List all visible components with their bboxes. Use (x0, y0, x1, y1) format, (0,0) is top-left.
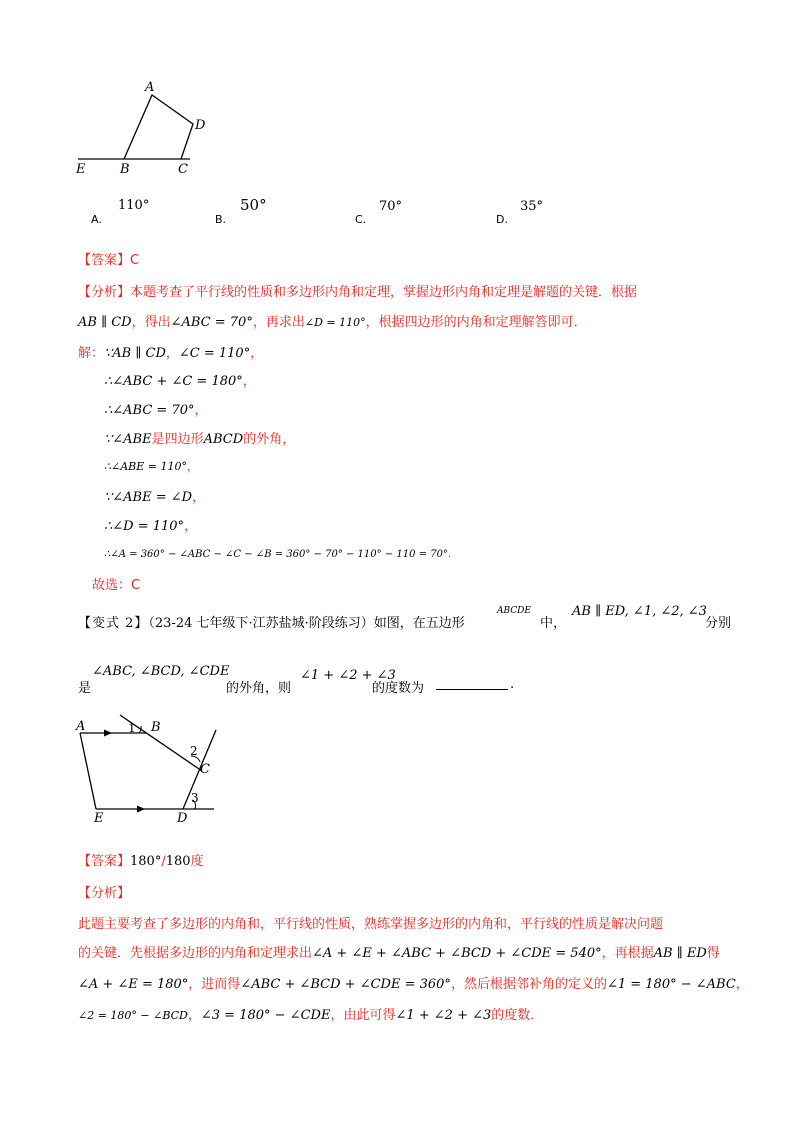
math: ∠C = 110° (178, 346, 251, 361)
solution-text: 的外角， (243, 432, 296, 447)
option-d-letter: D. (496, 213, 508, 226)
question-text: 的度数为 (372, 681, 425, 696)
option-c-letter: C. (355, 213, 367, 226)
punct: ． (447, 549, 458, 560)
math: ABCD (203, 432, 244, 447)
answer-slash: / (161, 854, 166, 869)
analysis-text: ，进而得 (188, 977, 241, 992)
answer-2 (78, 850, 204, 869)
math: ∠A + ∠E = 180° (78, 977, 189, 992)
vertex-label-a: A (76, 719, 86, 734)
punct: ， (165, 346, 179, 361)
question-text: 分别 (705, 616, 732, 631)
vertex-label-d: D (177, 811, 188, 826)
punct: ， (187, 1008, 201, 1023)
variant-source: （23-24 七年级下·江苏盐城·阶段练习） (148, 616, 374, 631)
math-ab-parallel-cd: AB ∥ CD (78, 315, 132, 330)
answer-math-2: 180 (165, 854, 191, 869)
analysis-text: ，然后根据邻补角的定义的 (450, 977, 607, 992)
angle-label-3: 3 (191, 791, 199, 805)
analysis-text: ，再求出 (252, 315, 305, 330)
math: ∠3 = 180° − ∠CDE (200, 1008, 331, 1023)
question-text: 中， (540, 616, 567, 631)
solution-lead: 解： (78, 346, 105, 361)
option-b-value: 50° (240, 196, 267, 214)
math: ∵∠ABE = ∠D (104, 490, 193, 505)
analysis-text: 本题考查了平行线的性质和多边形内角和定理，掌握边形内角和定理是解题的关键．根据 (130, 285, 638, 300)
option-a-letter: A. (91, 213, 102, 226)
question-text: 如图，在五边形 (373, 616, 465, 631)
punct: ， (250, 346, 264, 361)
math: ∵∠ABE (104, 432, 152, 447)
vertex-label-c: C (178, 162, 188, 177)
angle-label-2: 2 (190, 744, 198, 758)
analysis-2-line-1: 此题主要考查了多边形的内角和，平行线的性质，熟练掌握多边形的内角和，平行线的性质是解决问题 (78, 917, 664, 932)
punct: ， (184, 519, 198, 534)
math: AB ∥ ED (653, 946, 707, 961)
answer-value: C (130, 253, 140, 268)
math-pentagon-abcde: ABCDE (497, 606, 531, 616)
analysis-2-line-4 (78, 1004, 543, 1023)
answer-tag: 【答案】 (78, 253, 131, 268)
variant-tag: 【变式 2】 (78, 616, 149, 631)
analysis-2-line-2 (78, 942, 720, 961)
vertex-label-c: C (200, 762, 210, 777)
analysis-text: 得 (706, 946, 720, 961)
math: ∴∠D = 110° (104, 519, 185, 534)
analysis-text: ，根据四边形的内角和定理解答即可． (365, 315, 587, 330)
variant-2-line-2-prefix: 是 (78, 681, 92, 696)
analysis-tag: 【分析】 (78, 285, 131, 300)
vertex-label-b: B (120, 162, 130, 177)
math: ∠2 = 180° − ∠BCD (78, 1009, 188, 1022)
angle-label-1: 1 (128, 721, 136, 735)
math: ∠1 + ∠2 + ∠3 (395, 1008, 492, 1023)
analysis-text: 的度数． (491, 1008, 544, 1023)
math: ∴∠A = 360° − ∠ABC − ∠C − ∠B = 360° − 70° − 110° − 110 = 70° (104, 549, 448, 560)
analysis-text: ，得出 (131, 315, 171, 330)
math-angle-abc: ∠ABC = 70° (170, 315, 253, 330)
analysis-2-tag: 【分析】 (78, 886, 131, 901)
math: ∴∠ABE = 110° (104, 460, 187, 473)
math: ∵AB ∥ CD (104, 346, 166, 361)
vertex-label-a: A (145, 80, 155, 95)
answer-unit: 度 (190, 854, 204, 869)
analysis-text: ，由此可得 (330, 1008, 396, 1023)
math: ∠ABC + ∠BCD + ∠CDE = 360° (240, 977, 451, 992)
option-d-value: 35° (520, 199, 544, 214)
math-angle-d: ∠D = 110° (304, 316, 366, 329)
math: ∠1 = 180° − ∠ABC (606, 977, 736, 992)
answer-math: 180° (130, 854, 162, 869)
math: ∴∠ABC = 70° (104, 403, 195, 418)
vertex-label-b: B (151, 720, 161, 735)
vertex-label-e: E (76, 162, 86, 177)
vertex-label-e: E (94, 811, 104, 826)
analysis-2-line-3 (78, 973, 749, 992)
punct: ， (186, 460, 198, 473)
math: ∴∠ABC + ∠C = 180° (104, 374, 243, 389)
question-text: 的外角，则 (226, 681, 292, 696)
punct: ， (242, 374, 256, 389)
analysis-text: 的关键．先根据多边形的内角和定理求出 (78, 946, 313, 961)
answer-tag: 【答案】 (78, 854, 131, 869)
punct: ， (194, 403, 208, 418)
analysis-text: ，再根据 (601, 946, 654, 961)
math-parallel-angles: AB ∥ ED, ∠1, ∠2, ∠3 (572, 604, 707, 619)
punct: ， (735, 977, 749, 992)
solution-text: 是四边形 (151, 432, 204, 447)
punct: ， (192, 490, 206, 505)
math: ∠A + ∠E + ∠ABC + ∠BCD + ∠CDE = 540° (312, 946, 602, 961)
math-angle-sum: ∠1 + ∠2 + ∠3 (300, 668, 396, 683)
option-c-value: 70° (379, 199, 403, 214)
solution-choice: 故选：C (92, 578, 141, 593)
option-a-value: 110° (118, 198, 150, 213)
option-b-letter: B. (215, 213, 227, 226)
math-exterior-angles: ∠ABC, ∠BCD, ∠CDE (92, 664, 230, 679)
punct: . (510, 677, 515, 692)
vertex-label-d: D (195, 118, 206, 133)
